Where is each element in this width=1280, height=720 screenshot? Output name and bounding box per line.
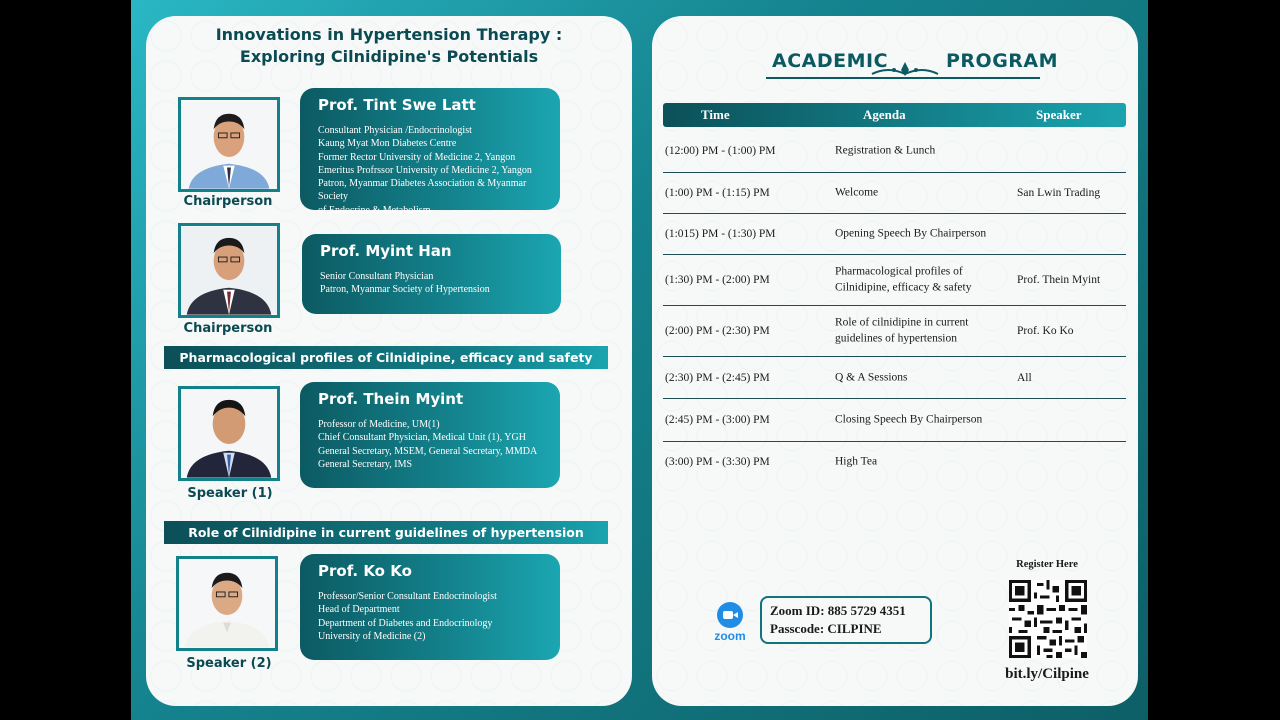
speaker-card [300, 554, 560, 660]
event-title-line1: Innovations in Hypertension Therapy : [215, 25, 563, 44]
row-time: (1:015) PM - (1:30) PM [665, 228, 776, 240]
schedule-row [663, 442, 1126, 482]
speaker-detail: Chief Consultant Physician, Medical Unit (1), YGH [318, 432, 526, 444]
speaker-detail: of Endocrine & Metabolism [318, 204, 431, 216]
row-speaker: Prof. Ko Ko [1017, 325, 1074, 337]
speaker-detail: Department of Diabetes and Endocrinology [318, 617, 493, 629]
row-agenda: Pharmacological profiles of Cilnidipine, efficacy & safety [835, 265, 972, 293]
registration-link[interactable]: bit.ly/Cilpine [1005, 666, 1089, 682]
role-label: Speaker (1) [187, 486, 273, 501]
speaker-detail: Patron, Myanmar Diabetes Association & Myanmar Society [318, 178, 527, 203]
zoom-logo [708, 602, 752, 646]
speaker-name: Prof. Myint Han [320, 242, 452, 260]
speaker-card [300, 88, 560, 216]
program-word-program: PROGRAM [946, 50, 1059, 72]
role-label: Chairperson [183, 194, 273, 209]
role-label: Chairperson [183, 321, 273, 336]
row-time: (2:30) PM - (2:45) PM [665, 371, 770, 384]
register-label: Register Here [1016, 559, 1078, 570]
speaker-detail: General Secretary, IMS [318, 458, 413, 470]
schedule-row [663, 173, 1126, 214]
row-speaker: All [1017, 371, 1032, 384]
speaker-photo [178, 97, 280, 192]
row-time: (12:00) PM - (1:00) PM [665, 144, 776, 157]
speaker-detail: Emeritus Profrssor University of Medicine 2, Yangon [318, 164, 532, 176]
zoom-passcode: Passcode: CILPINE [770, 621, 882, 636]
speaker-detail: Consultant Physician /Endocrinologist [318, 125, 472, 136]
row-agenda: Opening Speech By Chairperson [835, 227, 987, 240]
speaker-photo [178, 223, 280, 318]
schedule-row [663, 129, 1126, 173]
speaker-detail: Former Rector University of Medicine 2, Yangon [318, 151, 516, 163]
speaker-name: Prof. Ko Ko [318, 562, 412, 580]
speakers-panel [146, 16, 632, 706]
speaker-detail: General Secretary, MSEM, General Secretary, MMDA [318, 445, 538, 457]
qr-code[interactable] [1009, 580, 1087, 658]
event-title [146, 24, 632, 68]
event-title-line2: Exploring Cilnidipine's Potentials [239, 47, 539, 66]
row-speaker: Prof. Thein Myint [1017, 274, 1101, 286]
video-camera-icon [717, 602, 743, 628]
speaker-detail: Professor of Medicine, UM(1) [318, 419, 440, 430]
speaker-detail: Patron, Myanmar Society of Hypertension [320, 284, 490, 296]
schedule-row [663, 357, 1126, 399]
speaker-name: Prof. Thein Myint [318, 390, 464, 408]
schedule-table-header [663, 103, 1126, 127]
zoom-id: Zoom ID: 885 5729 4351 [770, 603, 906, 618]
speaker-detail: Senior Consultant Physician [320, 271, 434, 282]
program-heading [766, 48, 1059, 82]
heading-rule [766, 77, 1040, 79]
schedule-row [663, 306, 1126, 357]
row-speaker: San Lwin Trading [1017, 187, 1101, 199]
speaker-name: Prof. Tint Swe Latt [318, 96, 476, 114]
header-agenda: Agenda [863, 107, 906, 122]
row-agenda: Registration & Lunch [835, 143, 936, 156]
speaker-detail: Professor/Senior Consultant Endocrinologist [318, 591, 497, 602]
row-agenda: High Tea [835, 455, 878, 468]
header-speaker: Speaker [1036, 107, 1082, 122]
speaker-detail: Kaung Myat Mon Diabetes Centre [318, 138, 457, 150]
speaker-card [300, 382, 560, 488]
event-poster [131, 0, 1148, 720]
row-time: (1:00) PM - (1:15) PM [665, 187, 770, 199]
row-agenda: Q & A Sessions [835, 370, 908, 383]
speaker-photo [178, 386, 280, 481]
row-time: (2:00) PM - (2:30) PM [665, 325, 770, 337]
zoom-credentials [760, 596, 932, 644]
speaker-detail: Head of Department [318, 604, 400, 616]
speaker-photo [176, 556, 278, 651]
row-time: (3:00) PM - (3:30) PM [665, 456, 770, 468]
header-time: Time [701, 107, 730, 122]
program-panel [652, 16, 1138, 706]
row-time: (2:45) PM - (3:00) PM [665, 414, 770, 426]
row-time: (1:30) PM - (2:00) PM [665, 274, 770, 286]
topic-banner: Role of Cilnidipine in current guidelines of hypertension [164, 521, 608, 544]
row-agenda: Role of cilnidipine in current guidelines of hypertension [835, 316, 969, 344]
schedule-row [663, 255, 1126, 306]
row-agenda: Welcome [835, 186, 879, 199]
topic-banner: Pharmacological profiles of Cilnidipine, efficacy and safety [164, 346, 608, 369]
speaker-detail: University of Medicine (2) [318, 630, 426, 642]
program-word-academic: ACADEMIC [772, 50, 889, 72]
speaker-card [302, 234, 561, 314]
role-label: Speaker (2) [186, 656, 272, 671]
schedule-row [663, 399, 1126, 442]
zoom-wordmark: zoom [714, 629, 746, 643]
row-agenda: Closing Speech By Chairperson [835, 413, 983, 426]
schedule-row [663, 214, 1126, 255]
